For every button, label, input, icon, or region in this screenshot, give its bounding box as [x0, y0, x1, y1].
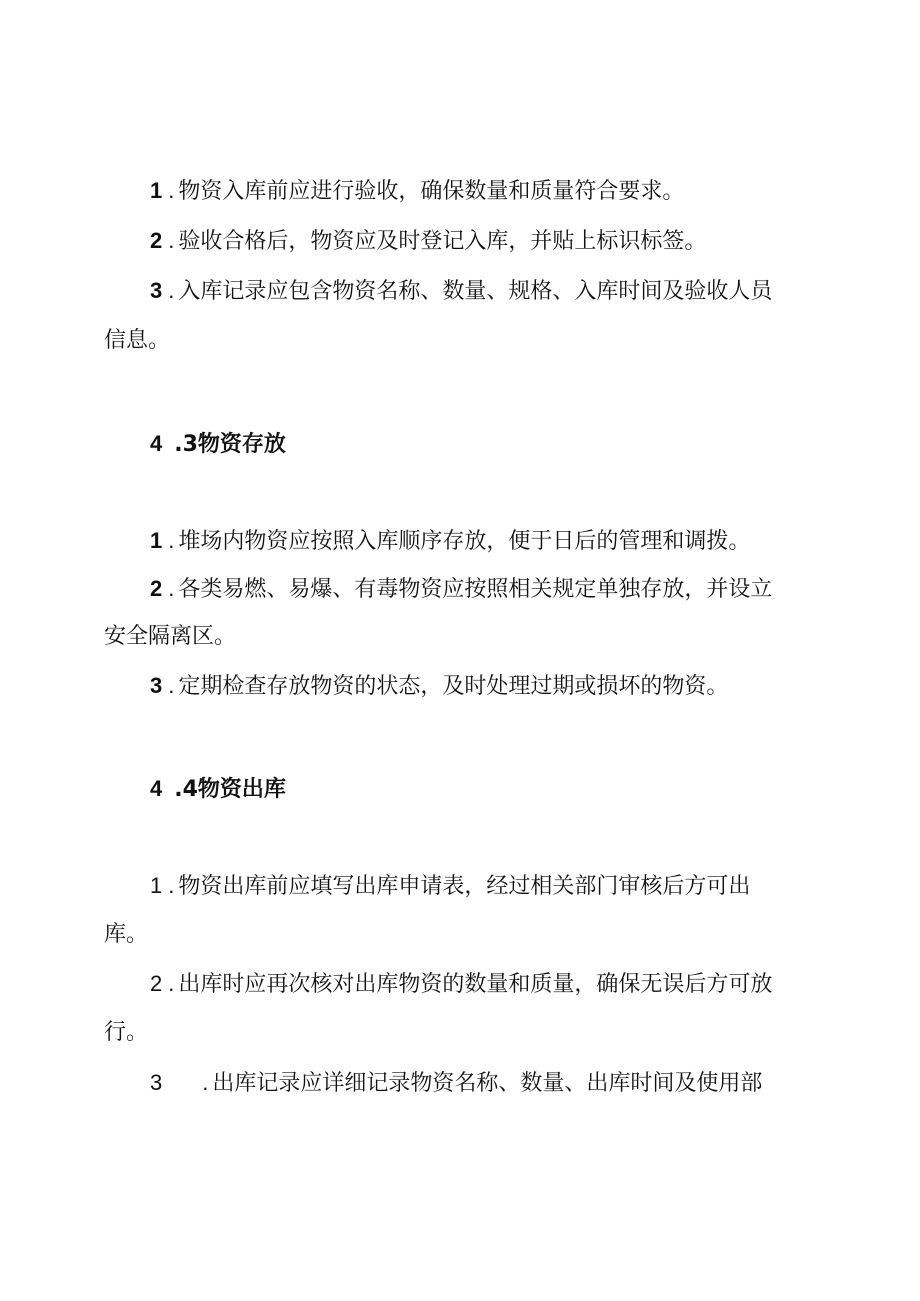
outbound-item-2-continuation: 行。 [104, 1020, 149, 1045]
section-heading-storage [150, 429, 286, 460]
item-separator: . [168, 673, 175, 698]
intake-item-1 [150, 176, 684, 207]
outbound-item-2 [150, 969, 772, 1000]
item-separator: . [202, 1070, 209, 1095]
item-number: 2 [150, 576, 163, 601]
item-number: 3 [150, 673, 163, 698]
item-separator: . [168, 873, 175, 898]
heading-number: 4 [150, 776, 163, 801]
section-heading-outbound [150, 774, 286, 805]
intake-item-3-continuation: 信息。 [104, 328, 171, 353]
item-number: 1 [150, 528, 163, 553]
item-number: 3 [150, 1070, 163, 1095]
item-number: 2 [150, 228, 163, 253]
item-text: 入库记录应包含物资名称、数量、规格、入库时间及验收人员 [178, 279, 773, 304]
storage-item-2-continuation: 安全隔离区。 [104, 624, 237, 649]
storage-item-2 [150, 574, 772, 605]
item-separator: . [168, 228, 175, 253]
item-number: 2 [150, 971, 163, 996]
item-separator: . [168, 528, 175, 553]
intake-item-3 [150, 276, 772, 307]
outbound-item-3 [150, 1068, 762, 1099]
item-text: 出库时应再次核对出库物资的数量和质量，确保无误后方可放 [178, 972, 773, 997]
item-text: 出库记录应详细记录物资名称、数量、出库时间及使用部 [212, 1071, 763, 1096]
heading-text: .3物资存放 [174, 432, 286, 457]
intake-item-2 [150, 226, 706, 257]
item-number: 3 [150, 278, 163, 303]
item-text: 各类易燃、易爆、有毒物资应按照相关规定单独存放，并设立 [178, 577, 773, 602]
storage-item-3 [150, 671, 728, 702]
item-text: 物资入库前应进行验收，确保数量和质量符合要求。 [178, 179, 685, 204]
item-separator: . [168, 278, 175, 303]
item-separator: . [168, 971, 175, 996]
storage-item-1 [150, 526, 750, 557]
item-number: 1 [150, 178, 163, 203]
heading-text: .4物资出库 [174, 777, 286, 802]
item-text: 验收合格后，物资应及时登记入库，并贴上标识标签。 [178, 229, 707, 254]
item-separator: . [168, 178, 175, 203]
outbound-item-1 [150, 871, 750, 902]
item-text: 定期检查存放物资的状态，及时处理过期或损坏的物资。 [178, 674, 729, 699]
item-separator: . [168, 576, 175, 601]
heading-number: 4 [150, 431, 163, 456]
item-number: 1 [150, 873, 163, 898]
item-text: 堆场内物资应按照入库顺序存放，便于日后的管理和调拨。 [178, 529, 751, 554]
outbound-item-1-continuation: 库。 [104, 922, 149, 947]
item-text: 物资出库前应填写出库申请表，经过相关部门审核后方可出 [178, 874, 751, 899]
